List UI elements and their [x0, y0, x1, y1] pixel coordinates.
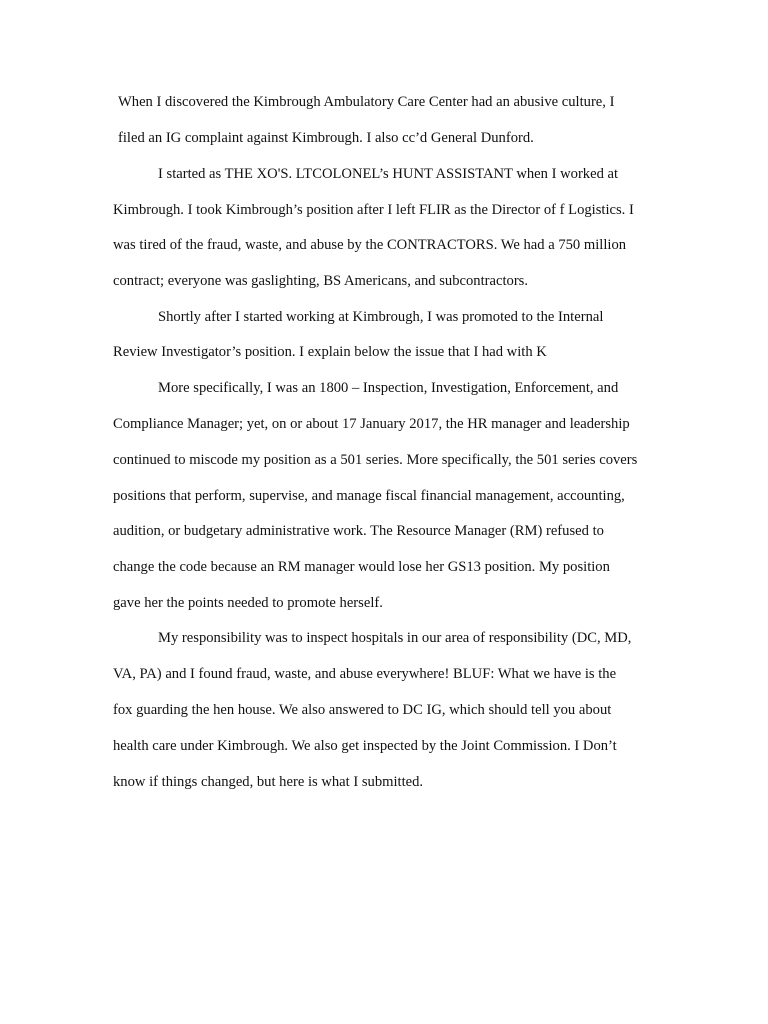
text-line: fox guarding the hen house. We also answered to DC IG, which should tell you about — [113, 702, 612, 718]
text-line: change the code because an RM manager would lose her GS13 position. My position — [113, 559, 610, 575]
text-line: Compliance Manager; yet, on or about 17 January 2017, the HR manager and leadership — [113, 416, 630, 432]
text-line: was tired of the fraud, waste, and abuse by the CONTRACTORS. We had a 750 million — [113, 237, 627, 253]
text-line: My responsibility was to inspect hospitals in our area of responsibility (DC, MD, — [158, 630, 632, 646]
text-line: Kimbrough. I took Kimbrough’s position after I left FLIR as the Director of f Logistics. I — [113, 202, 634, 218]
text-line: When I discovered the Kimbrough Ambulatory Care Center had an abusive culture, I — [118, 94, 615, 110]
text-line: filed an IG complaint against Kimbrough. I also cc’d General Dunford. — [118, 130, 534, 146]
text-line: health care under Kimbrough. We also get inspected by the Joint Commission. I Don’t — [113, 738, 617, 754]
text-line: I started as THE XO'S. LTCOLONEL’s HUNT ASSISTANT when I worked at — [158, 166, 619, 182]
text-line: contract; everyone was gaslighting, BS Americans, and subcontractors. — [113, 273, 529, 289]
text-line: continued to miscode my position as a 501 series. More specifically, the 501 series covers — [113, 452, 638, 468]
text-line: VA, PA) and I found fraud, waste, and abuse everywhere! BLUF: What we have is the — [113, 666, 617, 682]
text-line: Review Investigator’s position. I explain below the issue that I had with K — [113, 344, 547, 360]
text-line: know if things changed, but here is what I submitted. — [113, 774, 424, 790]
text-line: More specifically, I was an 1800 – Inspection, Investigation, Enforcement, and — [158, 380, 619, 396]
text-line: audition, or budgetary administrative work. The Resource Manager (RM) refused to — [113, 523, 604, 539]
text-line: Shortly after I started working at Kimbrough, I was promoted to the Internal — [158, 309, 604, 325]
text-line: positions that perform, supervise, and manage fiscal financial management, accounting, — [113, 488, 625, 504]
text-line: gave her the points needed to promote herself. — [113, 595, 383, 611]
